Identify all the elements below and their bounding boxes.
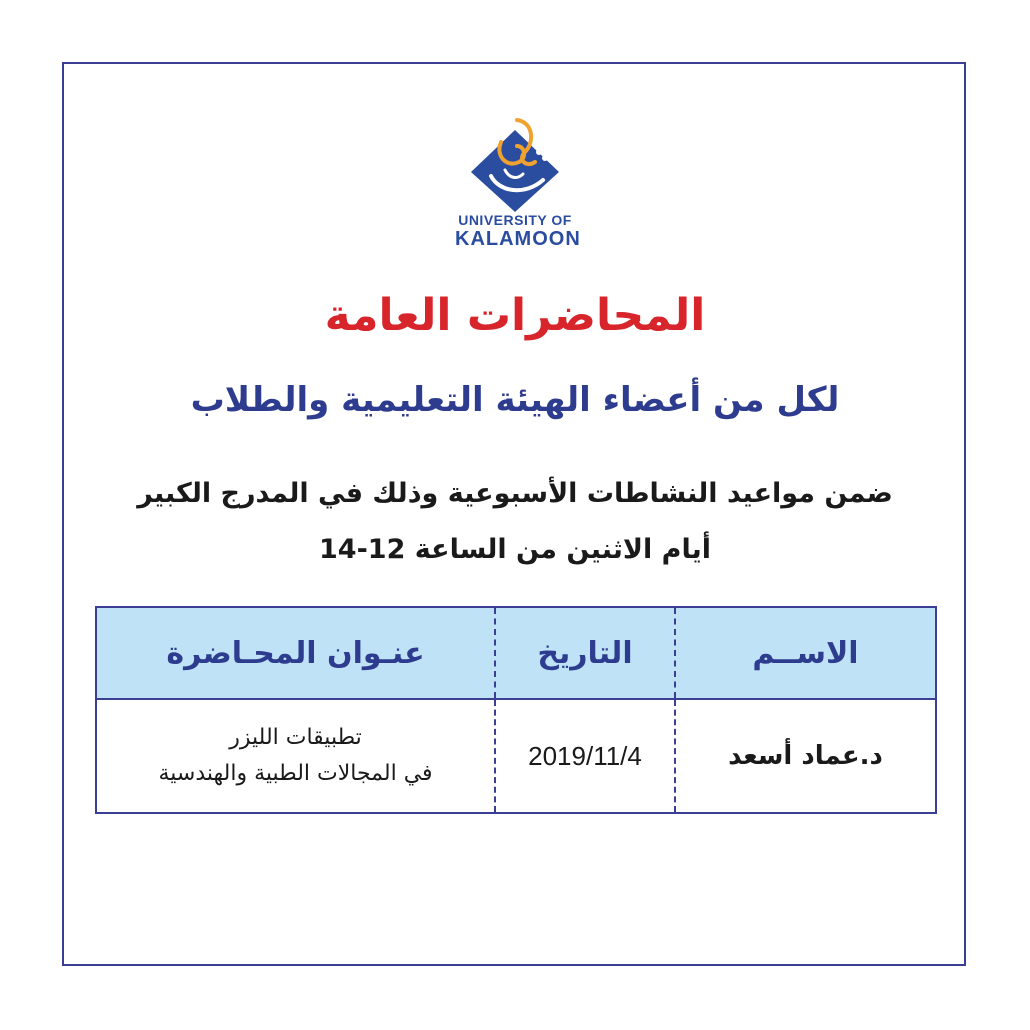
cell-lecture-date: 2019/11/4	[494, 700, 676, 812]
cell-lecturer-name: د.عماد أسعد	[728, 741, 883, 771]
logo-line2: KALAMOON	[455, 228, 581, 250]
description-line1: ضمن مواعيد النشاطات الأسبوعية وذلك في المدرج الكبير	[137, 478, 893, 509]
logo-line1: UNIVERSITY OF	[458, 212, 572, 228]
header-name: الاســم	[752, 635, 859, 671]
header-title: عنـوان المحـاضرة	[166, 635, 425, 671]
cell-lecture-title	[97, 700, 494, 812]
description-line2: أيام الاثنين من الساعة 12-14	[319, 534, 711, 565]
logo-diamond-icon	[455, 112, 575, 212]
lecture-title-line2: في المجالات الطبية والهندسية	[158, 761, 433, 786]
page-title: المحاضرات العامة	[324, 290, 706, 341]
university-logo	[455, 112, 581, 252]
page-subtitle: لكل من أعضاء الهيئة التعليمية والطلاب	[190, 380, 840, 420]
lecture-table	[95, 606, 937, 814]
lecture-title-line1: تطبيقات الليزر	[229, 725, 362, 750]
header-date: التاريخ	[494, 608, 676, 698]
